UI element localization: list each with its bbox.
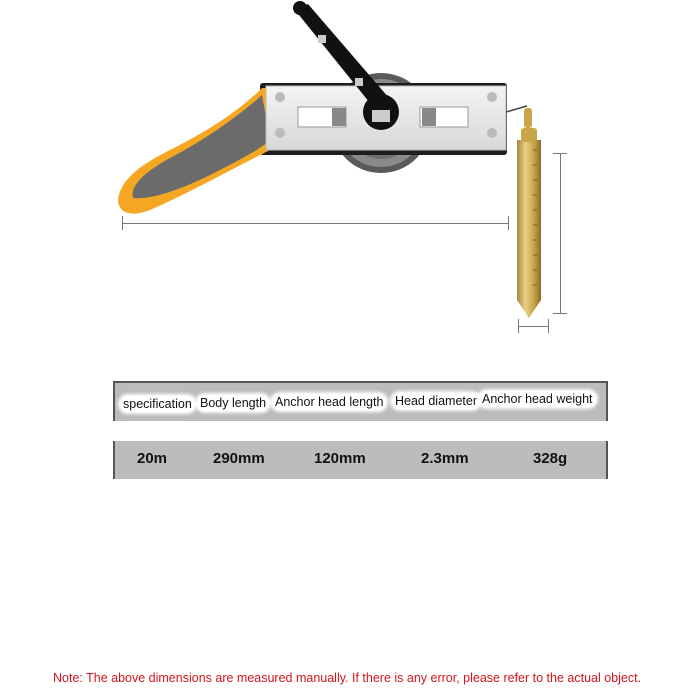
head-length-bottom-tick xyxy=(553,313,567,314)
header-head-diameter: Head diameter xyxy=(392,393,480,409)
body-length-right-tick xyxy=(508,216,509,230)
value-head-diameter: 2.3mm xyxy=(421,450,469,467)
body-length-left-tick xyxy=(122,216,123,230)
header-specification: specification xyxy=(120,396,195,412)
head-length-top-tick xyxy=(553,153,567,154)
head-diameter-right-tick xyxy=(548,319,549,333)
head-diameter-left-tick xyxy=(518,319,519,333)
value-anchor-head-weight: 328g xyxy=(533,450,568,467)
spec-table-header xyxy=(113,383,608,421)
value-anchor-head-length: 120mm xyxy=(314,450,366,467)
head-length-dimension-line xyxy=(560,153,561,313)
header-anchor-head-weight: Anchor head weight xyxy=(479,391,596,407)
value-body-length: 290mm xyxy=(213,450,265,467)
spec-table-values xyxy=(113,441,608,479)
header-anchor-head-length: Anchor head length xyxy=(272,394,386,410)
value-specification: 20m xyxy=(137,450,168,467)
body-length-dimension-line xyxy=(122,223,508,224)
header-body-length: Body length xyxy=(197,395,269,411)
head-diameter-dimension-line xyxy=(518,326,548,327)
disclaimer-note: Note: The above dimensions are measured manually. If there is any error, please refer to the actual object. xyxy=(53,671,642,685)
